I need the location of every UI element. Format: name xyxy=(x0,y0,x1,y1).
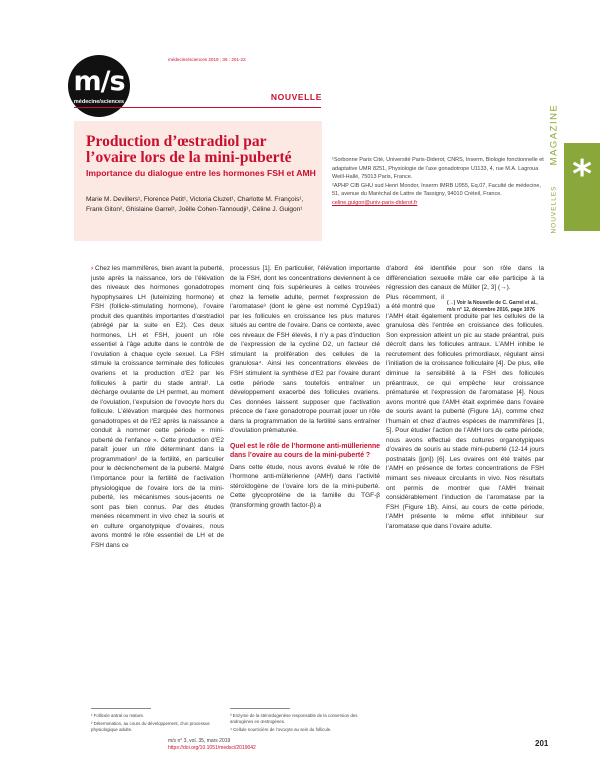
affiliation-1: ¹Sorbonne Paris Cité, Université Paris-Diderot, CNRS, Inserm, Biologie fonctionnelle et adaptative UMR 8251, Physiologie de l’axe gonadotrope U1133, 4, rue M.A. Lagroua Weill-Hallé, 75013 Paris, France. xyxy=(332,157,544,181)
arrow-icon: › xyxy=(91,265,94,272)
footnotes-column-1 xyxy=(91,713,224,734)
footnote-3: ³ Enzyme de la stéroïdogenèse responsable de la conversion des androgènes en œstrogènes. xyxy=(230,713,358,724)
page-number: 201 xyxy=(535,739,549,748)
footnotes-column-2 xyxy=(230,713,380,734)
footnote-divider-1 xyxy=(91,708,151,709)
footer-reference xyxy=(168,738,256,752)
affiliation-2: ²APHP CIB GHU sud Henri Mondor, Inserm IMRB U955, Eq.07, Faculté de médecine, 51, avenue du Maréchal de Lattre de Tassigny, 94010 Créteil, France. xyxy=(332,182,541,198)
journal-reference: médecine/sciences 2019 ; 35 : 201-22 xyxy=(168,57,246,62)
column-1-text: Chez les mammifères, bien avant la puberté, juste après la naissance, lors de l’élévation des niveaux des hormones gonadotropes hypophysaires LH (luteinizing hormone) et FSH (follicle-stimulating hormone), l’ovaire produit des quantités importantes d’œstradiol (abrégé par la suite en E2). Ces deux hormones, LH et FSH, jouent un rôle essentiel à l’âge adulte dans le contrôle de l’ovulation à chaque cycle sexuel. La FSH stimule la croissance terminale des follicules ovariens et la production d’E2 par les follicules à partir du stade antral¹. La décharge ovulante de LH permet, au moment de l’ovulation, l’expulsion de l’ovocyte hors du follicule. L’élévation marquée des hormones gonadotropes et de l’E2 après la naissance a conduit à nommer cette période « mini-puberté de l’enfance ». Cette production d’E2 paraît jouer un rôle déterminant dans la programmation² de la fertilité, en particulier pour le déclenchement de la puberté. Malgré l’importance pour la fertilité de l’activation physiologique de l’ovaire lors de la mini-puberté, les mécanismes sous-jacents ne sont pas bien connus. Par des études menées récemment in vivo chez la souris et en culture organotypique d’ovaires, nous avons montré le rôle essentiel de LH et de FSH dans ce xyxy=(91,265,224,549)
article-subtitle: Importance du dialogue entre les hormones FSH et AMH xyxy=(86,168,316,178)
footnote-2: ² Détermination, au cours du développement, d’un processus physiologique adulte. xyxy=(91,720,210,732)
footnote-1: ¹ Follicule antral ou mature. xyxy=(91,713,145,718)
column-2-text-a: processus [1]. En particulier, l’élévation importante de la FSH, dont les concentrations deviennent à ce moment cinq fois supérieures à celles trouvées chez la femelle adulte, permet l’expression de l’aromatase³ (dont le gène est nommé Cyp19a1) par les follicules en croissance les plus matures situés au centre de l’ovaire. Dans ce contexte, avec ces niveaux de FSH élevés, il n’y a pas d’induction de l’expression de la cycline D2, un facteur clé stimulant la prolifération des cellules de la granulosa⁴. Ainsi les concentrations élevées de FSH stimulent la synthèse d’E2 par l’ovaire durant cette période sans toutefois entraîner un développement exacerbé des follicules ovariens. Ces données laissent supposer que l’activation précoce de l’axe gonadotrope pourrait jouer un rôle dans la programmation de la fertilité sans entraîner d’ovulation prématurée. xyxy=(230,265,380,435)
column-3-text-b: Plus récemment, il a été montré que l’AMH était également produite par les cellules de la granulosa dès l’entrée en croissance des follicules. Son expression atteint un pic au stade préantral, puis décroît dans les follicules antraux. L’AMH inhibe le recrutement des follicules primordiaux, régulant ainsi l’initiation de la croissance folliculaire [4]. De plus, elle diminue la sensibilité à la FSH des follicules préantraux, ce qui empêche leur croissance prématurée et l’expression de l’aromatase [4]. Nous avons montré que l’AMH était exprimée dans l’ovaire de souris avant la puberté (Figure 1A), comme chez l’humain et chez d’autres espèces de mammifères [1, 5]. Pour étudier l’action de l’AMH lors de cette période, nous avons effectué des cultures organotypiques d’ovaires de souris au stade mini-puberté (12-14 jours postnatals [jpn]) [6]. Les ovaires ont été traités par l’AMH en présence de fortes concentrations de FSH mimant ses niveaux circulants in vivo. Nos résultats ont permis de montrer que l’AMH freinait considérablement l’induction de l’aromatase par la FSH (Figure 1B). Ainsi, au cours de cette période, l’AMH présente le même effet inhibiteur sur l’aromatase que dans l’ovaire adulte. xyxy=(386,293,544,530)
doi-link[interactable]: https://doi.org/10.1051/medsci/2019042 xyxy=(168,745,256,751)
section-heading: Quel est le rôle de l’hormone anti-müllerienne dans l’ovaire au cours de la mini-puberté ? xyxy=(230,442,380,460)
logo-main-text: m/s xyxy=(73,66,125,97)
column-3-text-a: d’abord été identifiée pour son rôle dans la différenciation sexuelle mâle car elle participe à la régression des canaux de Müller [2, 3] (→). xyxy=(386,265,544,292)
see-also-note[interactable]: (→) Voir la Nouvelle de C. Garrel et al., m/s n° 12, décembre 2016, page 1076 xyxy=(447,300,538,313)
footnote-4: ⁴ Cellule nourricière de l’ovocyte au sein du follicule. xyxy=(230,726,332,732)
footer-issue: m/s n° 3, vol. 35, mars 2019 xyxy=(168,738,231,744)
side-nouvelles-label: NOUVELLES xyxy=(550,185,558,234)
body-column-2 xyxy=(230,264,380,511)
affiliations xyxy=(332,156,547,208)
asterisk-icon: * xyxy=(572,152,592,196)
header-divider xyxy=(74,107,321,108)
side-magazine-label: MAGAZINE xyxy=(548,103,560,166)
column-2-text-b: Dans cette étude, nous avons évalué le rôle de l’hormone anti-müllerienne (AMH) dans l’activité stéroïdogène de l’ovaire lors de la mini-puberté. Cette glycoprotéine de la famille du TGF-β (transforming growth factor-β) a xyxy=(230,463,380,510)
footnote-divider-2 xyxy=(230,708,290,709)
author-list: Marie M. Devillers¹, Florence Petit¹, Victoria Cluzet¹, Charlotte M. François¹, Frank Giton², Ghislaine Garrel¹, Joëlle Cohen-Tannoudji¹, Céline J. Guigon¹ xyxy=(86,196,304,214)
body-column-1 xyxy=(91,264,224,550)
logo-sub-text: médecine/sciences xyxy=(73,99,125,105)
author-email-link[interactable]: celine.guigon@univ-paris-diderot.fr xyxy=(332,199,418,206)
article-title: Production d’œstradiol par l’ovaire lors de la mini-puberté xyxy=(86,133,292,166)
section-label: NOUVELLE xyxy=(270,92,322,102)
